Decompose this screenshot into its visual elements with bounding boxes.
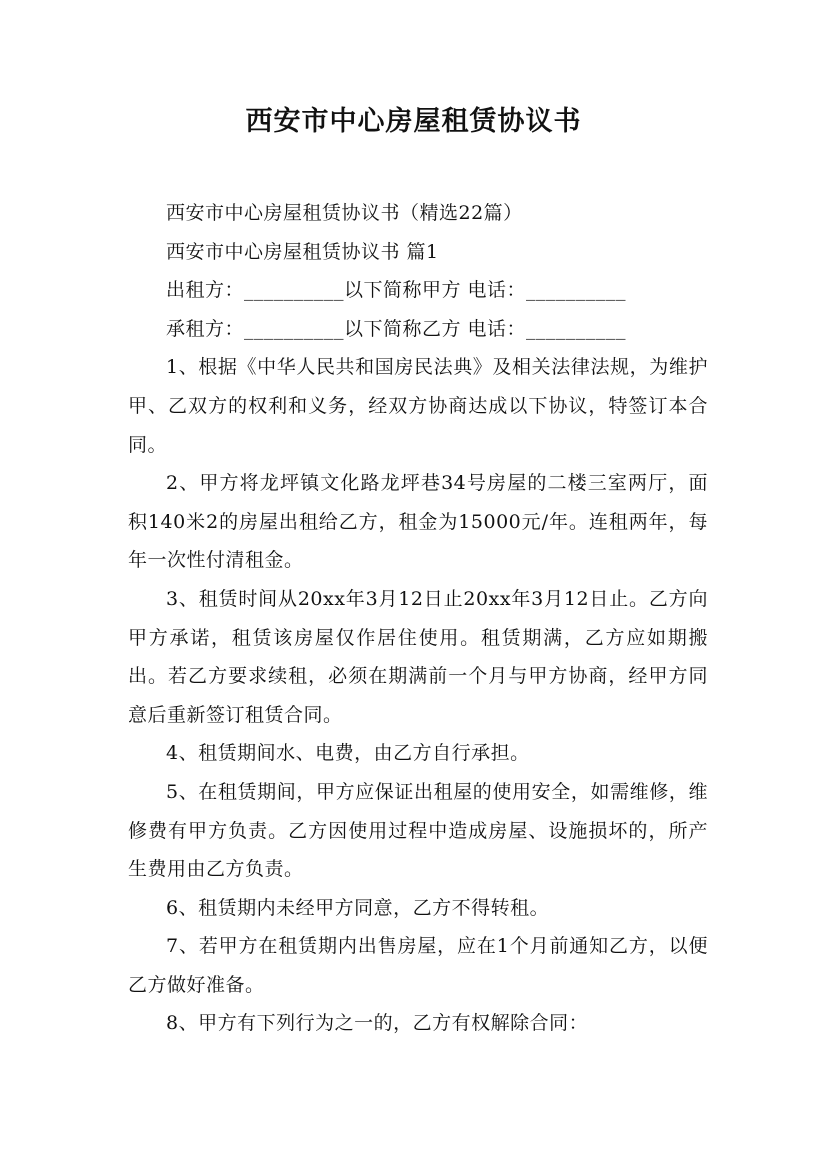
subtitle-paragraph: 西安市中心房屋租赁协议书（精选22篇） (166, 202, 523, 224)
clause-6: 6、租赁期内未经甲方同意，乙方不得转租。 (166, 896, 550, 919)
document-title: 西安市中心房屋租赁协议书 (245, 106, 582, 137)
clause-1: 1、根据《中华人民共和国房民法典》及相关法律法规，为维护甲、乙双方的权利和义务，经双方协商达成以下协议，特签订本合同。 (128, 356, 708, 456)
clause-5: 5、在租赁期间，甲方应保证出租屋的使用安全，如需维修，维修费有甲方负责。乙方因使用过程中造成房屋、设施损坏的，所产生费用由乙方负责。 (128, 780, 708, 881)
clause-3: 3、租赁时间从20xx年3月12日止20xx年3月12日止。乙方向甲方承诺，租赁该房屋仅作居住使用。租赁期满，乙方应如期搬出。若乙方要求续租，必须在期满前一个月与甲方协商，经甲方同意后重新签订租赁合同。 (128, 587, 708, 726)
lessor-line: 出租方：__________以下简称甲方 电话：__________ (166, 279, 627, 302)
clause-8: 8、甲方有下列行为之一的，乙方有权解除合同： (166, 1012, 589, 1035)
clause-2: 2、甲方将龙坪镇文化路龙坪巷34号房屋的二楼三室两厅，面积140米2的房屋出租给乙方，租金为15000元/年。连租两年，每年一次性付清租金。 (128, 472, 708, 572)
clause-7: 7、若甲方在租赁期内出售房屋，应在1个月前通知乙方，以便乙方做好准备。 (128, 935, 708, 996)
section-heading: 西安市中心房屋租赁协议书 篇1 (166, 240, 439, 263)
clause-4: 4、租赁期间水、电费，由乙方自行承担。 (166, 742, 530, 765)
document-body (128, 194, 708, 1043)
lessee-line: 承租方：__________以下简称乙方 电话：__________ (166, 317, 627, 340)
